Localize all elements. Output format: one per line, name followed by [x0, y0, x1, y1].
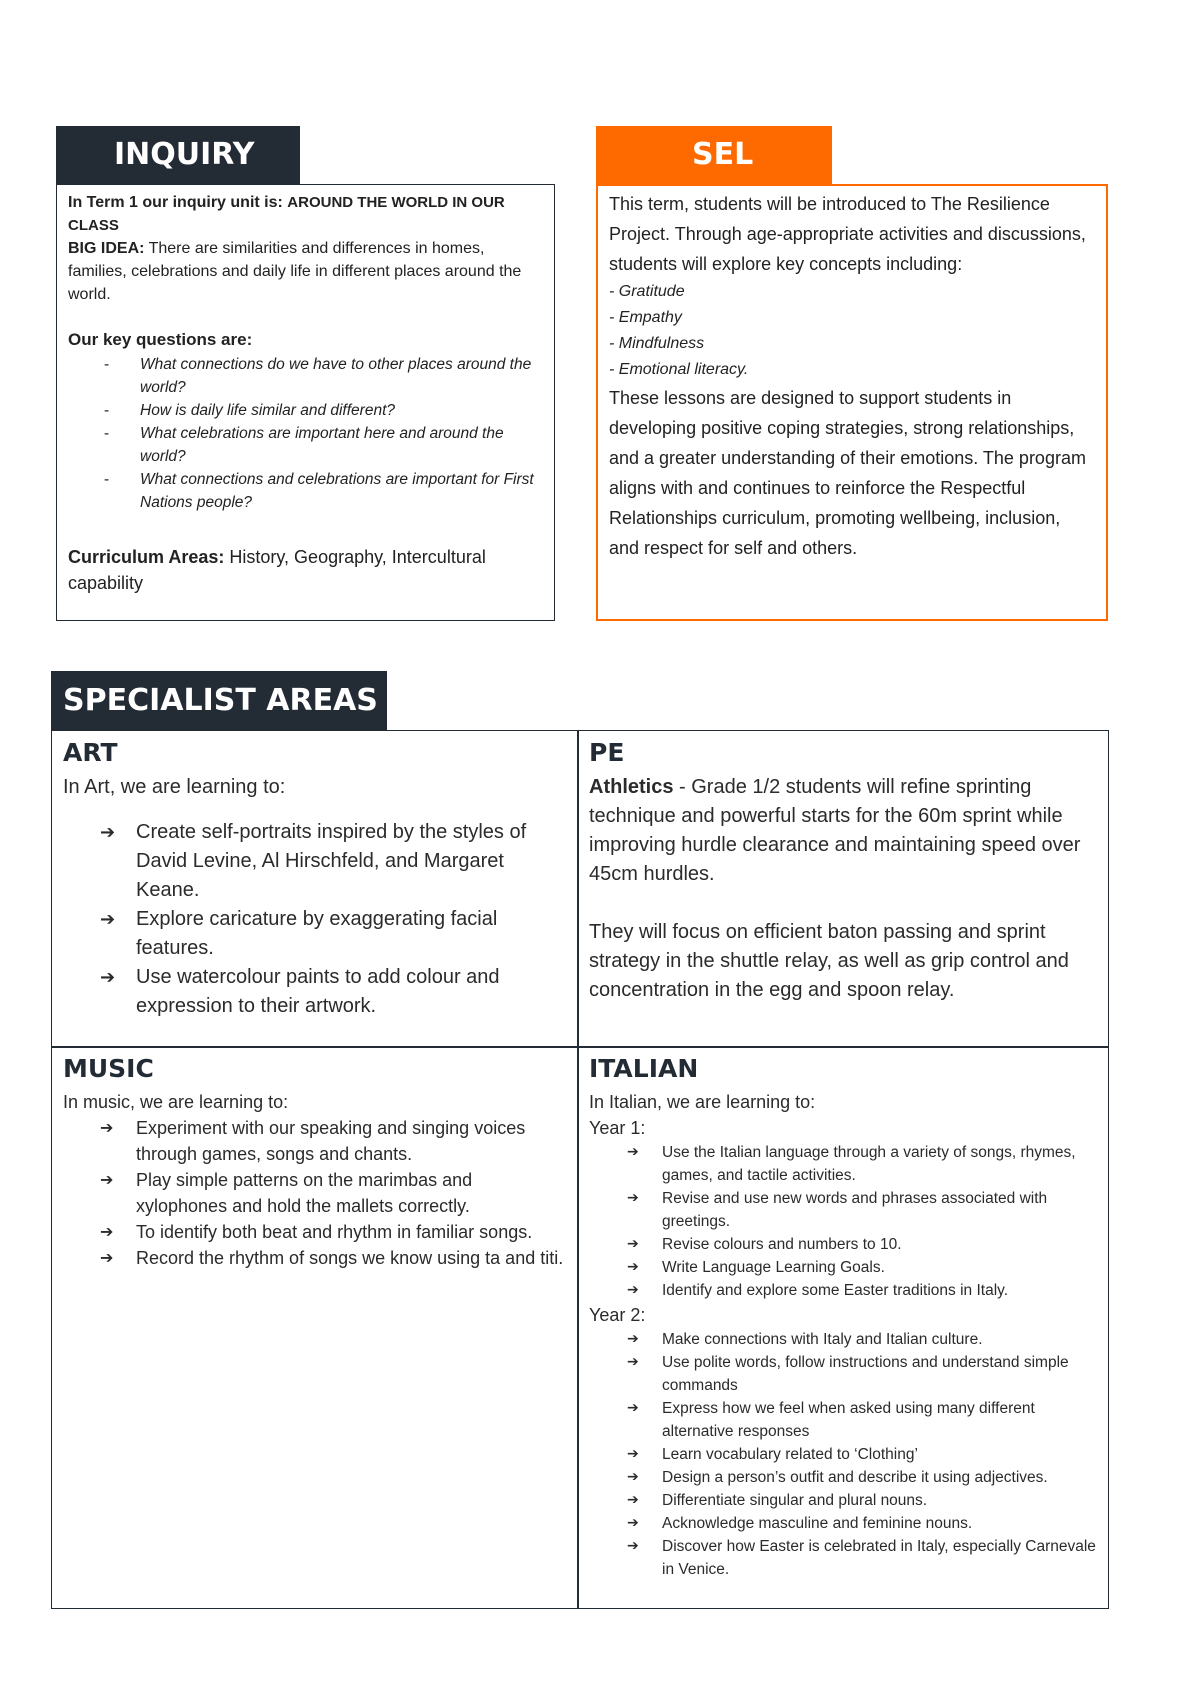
grid-horizontal-divider	[52, 1046, 1108, 1048]
sel-tab-title: SEL	[596, 126, 832, 184]
key-question: - What connections do we have to other places around the world?	[104, 356, 532, 396]
music-item: ➔ Play simple patterns on the marimbas and xylophones and hold the mallets correctly.	[63, 1167, 566, 1219]
art-list	[63, 818, 566, 1021]
pe-title: PE	[589, 738, 625, 767]
arrow-icon: ➔	[627, 1354, 639, 1370]
italian-year2-list	[589, 1328, 1097, 1581]
italian-intro: In Italian, we are learning to:	[589, 1092, 816, 1112]
italian-year1-item: ➔ Revise and use new words and phrases associated with greetings.	[589, 1187, 1097, 1233]
pe-paragraph-1: Athletics - Grade 1/2 students will refine sprinting technique and powerful starts for the 60m sprint while improving hurdle clearance and maintaining speed over 45cm hurdles.	[589, 776, 1081, 885]
key-questions-title: Our key questions are:	[68, 330, 253, 349]
arrow-icon: ➔	[627, 1236, 639, 1252]
italian-year1-item: ➔ Write Language Learning Goals.	[589, 1256, 1097, 1279]
inquiry-tab-title: INQUIRY	[56, 126, 300, 184]
curriculum-label: Curriculum Areas:	[68, 547, 225, 567]
sel-concept: - Gratitude	[609, 283, 685, 300]
arrow-icon: ➔	[627, 1446, 639, 1462]
italian-year2-item: ➔ Differentiate singular and plural nouns.	[589, 1489, 1097, 1512]
arrow-icon: ➔	[100, 822, 116, 843]
big-idea-text: There are similarities and differences in homes, families, celebrations and daily life in different places around the world.	[68, 240, 522, 303]
arrow-icon: ➔	[100, 1222, 114, 1241]
inquiry-intro-prefix: In Term 1 our inquiry unit is:	[68, 194, 283, 211]
italian-year2-item: ➔ Acknowledge masculine and feminine nouns.	[589, 1512, 1097, 1535]
music-cell	[52, 1049, 577, 1271]
key-question: - What celebrations are important here and around the world?	[104, 425, 504, 465]
big-idea-label: BIG IDEA:	[68, 240, 145, 257]
art-intro: In Art, we are learning to:	[63, 776, 286, 798]
italian-year1-item: ➔ Revise colours and numbers to 10.	[589, 1233, 1097, 1256]
pe-athletics-label: Athletics	[589, 776, 674, 798]
key-questions-list	[68, 353, 543, 514]
italian-year2-label: Year 2:	[589, 1305, 646, 1325]
pe-cell	[578, 733, 1108, 1005]
music-list	[63, 1115, 566, 1271]
arrow-icon: ➔	[100, 1248, 114, 1267]
italian-year2-item: ➔ Design a person’s outfit and describe it using adjectives.	[589, 1466, 1097, 1489]
arrow-icon: ➔	[627, 1469, 639, 1485]
italian-year2-item: ➔ Use polite words, follow instructions and understand simple commands	[589, 1351, 1097, 1397]
italian-title: ITALIAN	[589, 1054, 699, 1083]
art-item: ➔ Create self-portraits inspired by the styles of David Levine, Al Hirschfeld, and Margaret Keane.	[63, 818, 566, 905]
arrow-icon: ➔	[627, 1259, 639, 1275]
sel-concept: - Empathy	[609, 309, 682, 326]
inquiry-unit-name: AROUND THE WORLD IN OUR CLASS	[68, 194, 505, 234]
italian-year2-item: ➔ Learn vocabulary related to ‘Clothing’	[589, 1443, 1097, 1466]
inquiry-unit-line	[68, 191, 543, 237]
music-item: ➔ Experiment with our speaking and singing voices through games, songs and chants.	[63, 1115, 566, 1167]
key-question: - What connections and celebrations are important for First Nations people?	[104, 471, 534, 511]
sel-concepts-list	[609, 279, 1095, 383]
arrow-icon: ➔	[100, 909, 116, 930]
pe-paragraph-2: They will focus on efficient baton passing and sprint strategy in the shuttle relay, as well as grip control and concentration in the egg and spoon relay.	[589, 921, 1069, 1001]
sel-closing: These lessons are designed to support students in developing positive coping strategies, strong relationships, and a greater understanding of their emotions. The program aligns with and continues to reinforce the Respectful Relationships curriculum, promoting wellbeing, inclusion, and respect for self and others.	[609, 388, 1086, 558]
italian-year1-label: Year 1:	[589, 1118, 646, 1138]
curriculum-areas	[68, 544, 543, 596]
sel-intro: This term, students will be introduced to The Resilience Project. Through age-appropriate activities and discussions, students will explore key concepts including:	[609, 194, 1086, 274]
music-item: ➔ To identify both beat and rhythm in familiar songs.	[63, 1219, 566, 1245]
inquiry-panel	[56, 184, 555, 621]
art-cell	[52, 733, 577, 1021]
art-item: ➔ Use watercolour paints to add colour and expression to their artwork.	[63, 963, 566, 1021]
specialist-tab-title: SPECIALIST AREAS	[51, 671, 387, 731]
arrow-icon: ➔	[100, 1118, 114, 1137]
arrow-icon: ➔	[627, 1144, 639, 1160]
art-item: ➔ Explore caricature by exaggerating facial features.	[63, 905, 566, 963]
italian-year2-item: ➔ Make connections with Italy and Italian culture.	[589, 1328, 1097, 1351]
big-idea	[68, 237, 543, 306]
curriculum-text: History, Geography, Intercultural capability	[68, 547, 486, 593]
sel-concept: - Mindfulness	[609, 335, 705, 352]
arrow-icon: ➔	[100, 967, 116, 988]
sel-concept: - Emotional literacy.	[609, 361, 749, 378]
italian-year2-item: ➔ Express how we feel when asked using many different alternative responses	[589, 1397, 1097, 1443]
music-title: MUSIC	[63, 1054, 154, 1083]
italian-year2-item: ➔ Discover how Easter is celebrated in Italy, especially Carnevale in Venice.	[589, 1535, 1097, 1581]
key-question: - How is daily life similar and different?	[104, 402, 395, 419]
arrow-icon: ➔	[627, 1400, 639, 1416]
arrow-icon: ➔	[627, 1538, 639, 1554]
arrow-icon: ➔	[627, 1331, 639, 1347]
arrow-icon: ➔	[100, 1170, 114, 1189]
arrow-icon: ➔	[627, 1492, 639, 1508]
music-intro: In music, we are learning to:	[63, 1092, 289, 1112]
italian-year1-item: ➔ Use the Italian language through a variety of songs, rhymes, games, and tactile activities.	[589, 1141, 1097, 1187]
italian-cell	[578, 1049, 1108, 1581]
specialist-grid	[51, 730, 1109, 1609]
arrow-icon: ➔	[627, 1282, 639, 1298]
arrow-icon: ➔	[627, 1515, 639, 1531]
music-item: ➔ Record the rhythm of songs we know using ta and titi.	[63, 1245, 566, 1271]
arrow-icon: ➔	[627, 1190, 639, 1206]
art-title: ART	[63, 738, 118, 767]
italian-year1-list	[589, 1141, 1097, 1302]
sel-panel	[596, 184, 1108, 621]
italian-year1-item: ➔ Identify and explore some Easter traditions in Italy.	[589, 1279, 1097, 1302]
